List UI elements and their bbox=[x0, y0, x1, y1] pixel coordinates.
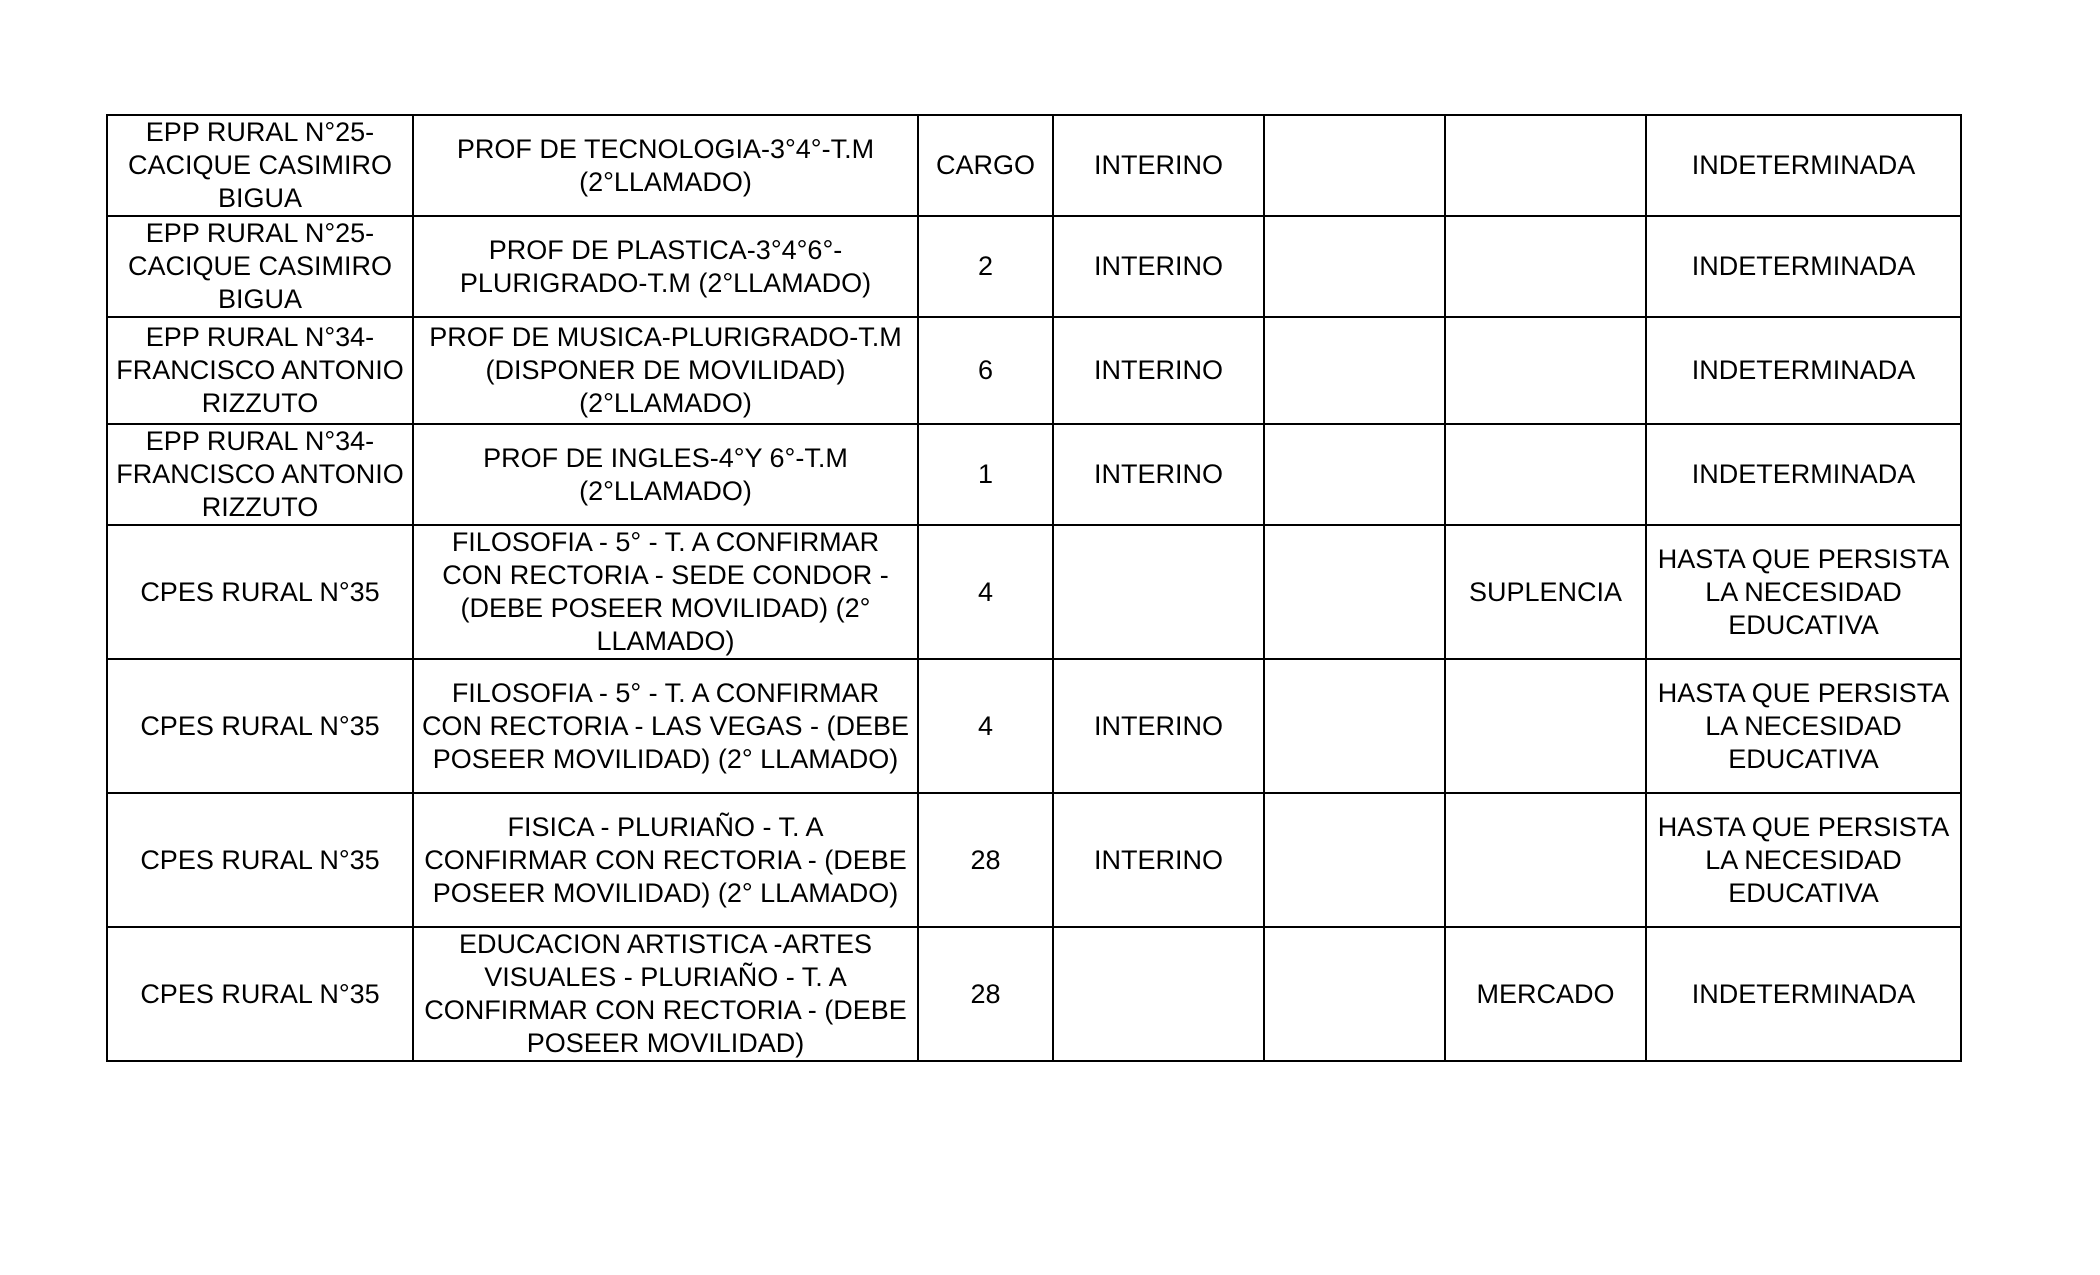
status-cell bbox=[1445, 115, 1646, 216]
status-cell bbox=[1445, 424, 1646, 525]
hours-cell: 4 bbox=[918, 525, 1053, 659]
school-cell: CPES RURAL N°35 bbox=[107, 793, 413, 927]
table-row bbox=[107, 115, 1961, 216]
type-cell: INTERINO bbox=[1053, 659, 1264, 793]
hours-cell: 2 bbox=[918, 216, 1053, 317]
duration-cell: INDETERMINADA bbox=[1646, 115, 1961, 216]
empty-cell bbox=[1264, 659, 1445, 793]
position-cell: PROF DE MUSICA-PLURIGRADO-T.M (DISPONER DE MOVILIDAD) (2°LLAMADO) bbox=[413, 317, 918, 424]
status-cell bbox=[1445, 793, 1646, 927]
duration-cell: INDETERMINADA bbox=[1646, 424, 1961, 525]
status-cell: SUPLENCIA bbox=[1445, 525, 1646, 659]
type-cell: INTERINO bbox=[1053, 793, 1264, 927]
school-cell: CPES RURAL N°35 bbox=[107, 525, 413, 659]
status-cell bbox=[1445, 659, 1646, 793]
status-cell bbox=[1445, 317, 1646, 424]
table-row bbox=[107, 424, 1961, 525]
school-cell: EPP RURAL N°34- FRANCISCO ANTONIO RIZZUTO bbox=[107, 424, 413, 525]
empty-cell bbox=[1264, 793, 1445, 927]
position-cell: PROF DE TECNOLOGIA-3°4°-T.M (2°LLAMADO) bbox=[413, 115, 918, 216]
duration-cell: HASTA QUE PERSISTA LA NECESIDAD EDUCATIVA bbox=[1646, 793, 1961, 927]
type-cell: INTERINO bbox=[1053, 424, 1264, 525]
duration-cell: INDETERMINADA bbox=[1646, 317, 1961, 424]
position-cell: FILOSOFIA - 5° - T. A CONFIRMAR CON RECTORIA - LAS VEGAS - (DEBE POSEER MOVILIDAD) (2° LLAMADO) bbox=[413, 659, 918, 793]
hours-cell: 28 bbox=[918, 927, 1053, 1061]
empty-cell bbox=[1264, 424, 1445, 525]
vacancies-table bbox=[106, 114, 1962, 1062]
position-cell: PROF DE PLASTICA-3°4°6°- PLURIGRADO-T.M (2°LLAMADO) bbox=[413, 216, 918, 317]
duration-cell: HASTA QUE PERSISTA LA NECESIDAD EDUCATIVA bbox=[1646, 525, 1961, 659]
empty-cell bbox=[1264, 115, 1445, 216]
hours-cell: CARGO bbox=[918, 115, 1053, 216]
type-cell: INTERINO bbox=[1053, 115, 1264, 216]
status-cell bbox=[1445, 216, 1646, 317]
status-cell: MERCADO bbox=[1445, 927, 1646, 1061]
hours-cell: 4 bbox=[918, 659, 1053, 793]
school-cell: EPP RURAL N°34- FRANCISCO ANTONIO RIZZUTO bbox=[107, 317, 413, 424]
duration-cell: HASTA QUE PERSISTA LA NECESIDAD EDUCATIVA bbox=[1646, 659, 1961, 793]
empty-cell bbox=[1264, 525, 1445, 659]
table-row bbox=[107, 927, 1961, 1061]
school-cell: EPP RURAL N°25- CACIQUE CASIMIRO BIGUA bbox=[107, 115, 413, 216]
position-cell: EDUCACION ARTISTICA -ARTES VISUALES - PLURIAÑO - T. A CONFIRMAR CON RECTORIA - (DEBE POSEER MOVILIDAD) bbox=[413, 927, 918, 1061]
position-cell: PROF DE INGLES-4°Y 6°-T.M (2°LLAMADO) bbox=[413, 424, 918, 525]
school-cell: CPES RURAL N°35 bbox=[107, 927, 413, 1061]
duration-cell: INDETERMINADA bbox=[1646, 927, 1961, 1061]
duration-cell: INDETERMINADA bbox=[1646, 216, 1961, 317]
type-cell bbox=[1053, 525, 1264, 659]
empty-cell bbox=[1264, 216, 1445, 317]
school-cell: CPES RURAL N°35 bbox=[107, 659, 413, 793]
table-body bbox=[107, 115, 1961, 1061]
type-cell: INTERINO bbox=[1053, 216, 1264, 317]
empty-cell bbox=[1264, 927, 1445, 1061]
table-row bbox=[107, 793, 1961, 927]
table-row bbox=[107, 317, 1961, 424]
table-row bbox=[107, 659, 1961, 793]
school-cell: EPP RURAL N°25- CACIQUE CASIMIRO BIGUA bbox=[107, 216, 413, 317]
hours-cell: 28 bbox=[918, 793, 1053, 927]
position-cell: FISICA - PLURIAÑO - T. A CONFIRMAR CON RECTORIA - (DEBE POSEER MOVILIDAD) (2° LLAMADO) bbox=[413, 793, 918, 927]
type-cell: INTERINO bbox=[1053, 317, 1264, 424]
table-row bbox=[107, 525, 1961, 659]
position-cell: FILOSOFIA - 5° - T. A CONFIRMAR CON RECTORIA - SEDE CONDOR - (DEBE POSEER MOVILIDAD) (2° LLAMADO) bbox=[413, 525, 918, 659]
hours-cell: 6 bbox=[918, 317, 1053, 424]
table-row bbox=[107, 216, 1961, 317]
type-cell bbox=[1053, 927, 1264, 1061]
hours-cell: 1 bbox=[918, 424, 1053, 525]
empty-cell bbox=[1264, 317, 1445, 424]
